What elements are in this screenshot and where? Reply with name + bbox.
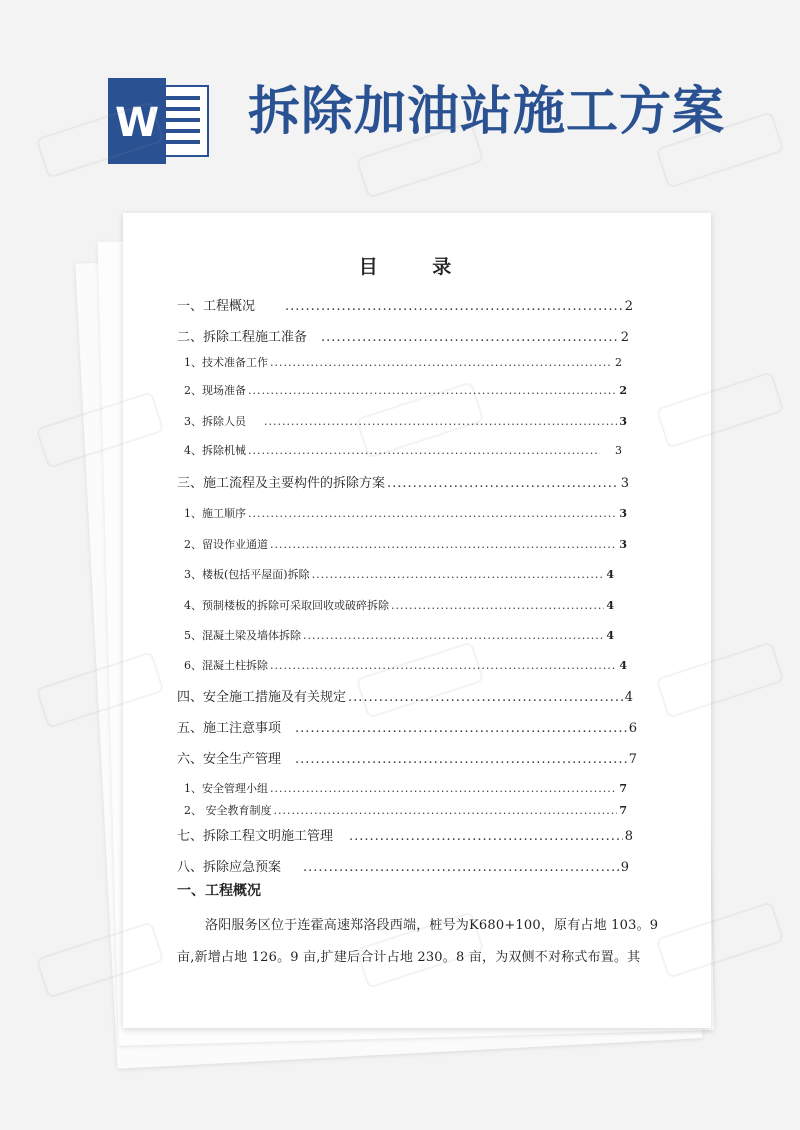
toc-entry[interactable] [184,597,614,613]
toc-entry-label: 一、工程概况 [177,299,256,314]
toc-entry-label: 2、 安全教育制度 [184,804,272,817]
body-text-line: 亩,新增占地 126。9 亩,扩建后合计占地 230。8 亩，为双侧不对称式布置。其 [177,950,641,965]
toc-entry-label: 1、技术准备工作 [184,356,268,369]
toc-entry-label: 6、混凝土柱拆除 [184,659,268,672]
toc-entry-page: 2 [620,330,629,345]
toc-entry-page: 4 [606,568,614,581]
toc-entry[interactable] [177,472,629,491]
toc-entry-label: 八、拆除应急预案 [177,860,282,875]
toc-entry-page: 4 [606,599,614,612]
toc-entry[interactable] [177,856,629,875]
toc-leader-dots [248,384,617,397]
toc-leader-dots [303,860,619,875]
toc-entry[interactable] [177,825,633,844]
toc-leader-dots [312,568,604,581]
toc-leader-dots [264,415,617,428]
toc-entry-label: 5、混凝土梁及墙体拆除 [184,629,301,642]
toc-entry-page: 2 [624,299,633,314]
toc-entry[interactable] [184,442,622,458]
toc-entry-page: 3 [619,415,627,428]
toc-entry-page: 4 [619,659,627,672]
toc-entry-label: 五、施工注意事项 [177,721,282,736]
toc-entry[interactable] [184,382,627,398]
toc-entry[interactable] [184,802,627,818]
toc-entry-label: 2、现场准备 [184,384,246,397]
toc-leader-dots [295,752,627,767]
toc-entry[interactable] [177,686,633,705]
toc-entry-page: 8 [624,829,633,844]
toc-leader-dots [295,721,627,736]
toc-entry-page: 7 [619,782,627,795]
toc-leader-dots [285,299,623,314]
toc-entry[interactable] [184,354,622,370]
toc-leader-dots [270,782,617,795]
toc-entry-label: 3、楼板(包括平屋面)拆除 [184,568,310,581]
toc-leader-dots [391,599,604,612]
toc-leader-dots [248,444,600,457]
toc-entry[interactable] [184,627,614,643]
toc-leader-dots [321,330,619,345]
toc-entry[interactable] [177,295,633,314]
toc-leader-dots [348,690,623,705]
toc-leader-dots [303,629,604,642]
toc-entry[interactable] [184,780,627,796]
toc-leader-dots [270,538,617,551]
toc-entry-label: 4、预制楼板的拆除可采取回收或破碎拆除 [184,599,389,612]
body-text-line: 洛阳服务区位于连霍高速郑洛段西端，桩号为K680+100，原有占地 103。9 [205,918,659,933]
toc-entry-page: 7 [628,752,637,767]
toc-leader-dots [387,476,619,491]
toc-entry-page: 3 [615,444,622,457]
toc-entry[interactable] [177,748,637,767]
toc-entry-label: 七、拆除工程文明施工管理 [177,829,334,844]
toc-entry-page: 2 [619,384,627,397]
document-title: 拆除加油站施工方案 [248,82,726,142]
toc-leader-dots [349,829,623,844]
toc-entry-page: 7 [619,804,627,817]
toc-entry[interactable] [184,657,627,673]
toc-entry[interactable] [177,326,629,345]
toc-entry-page: 9 [620,860,629,875]
section-heading: 一、工程概况 [177,883,261,899]
toc-entry-page: 3 [619,538,627,551]
toc-entry-label: 二、拆除工程施工准备 [177,330,308,345]
toc-entry-page: 3 [620,476,629,491]
logo-letter: W [114,100,160,146]
toc-entry-label: 三、施工流程及主要构件的拆除方案 [177,476,386,491]
toc-leader-dots [270,356,612,369]
toc-entry-label: 1、安全管理小组 [184,782,268,795]
toc-entry-page: 2 [615,356,622,369]
toc-entry[interactable] [184,505,627,521]
toc-entry-label: 四、安全施工措施及有关规定 [177,690,347,705]
toc-leader-dots [274,804,618,817]
toc-entry[interactable] [184,536,627,552]
toc-entry-page: 6 [628,721,637,736]
toc-entry-label: 六、安全生产管理 [177,752,282,767]
toc-entry-label: 2、留设作业通道 [184,538,268,551]
toc-entry-page: 4 [606,629,614,642]
toc-entry[interactable] [184,413,627,429]
toc-entry-page: 3 [619,507,627,520]
toc-entry-label: 3、拆除人员 [184,415,246,428]
toc-leader-dots [270,659,617,672]
toc-entry-label: 1、施工顺序 [184,507,246,520]
toc-entry-page: 4 [624,690,633,705]
toc-entry[interactable] [177,717,637,736]
toc-entry[interactable] [184,566,614,582]
toc-entry-label: 4、拆除机械 [184,444,246,457]
toc-leader-dots [248,507,617,520]
toc-heading: 目 录 [358,256,476,278]
